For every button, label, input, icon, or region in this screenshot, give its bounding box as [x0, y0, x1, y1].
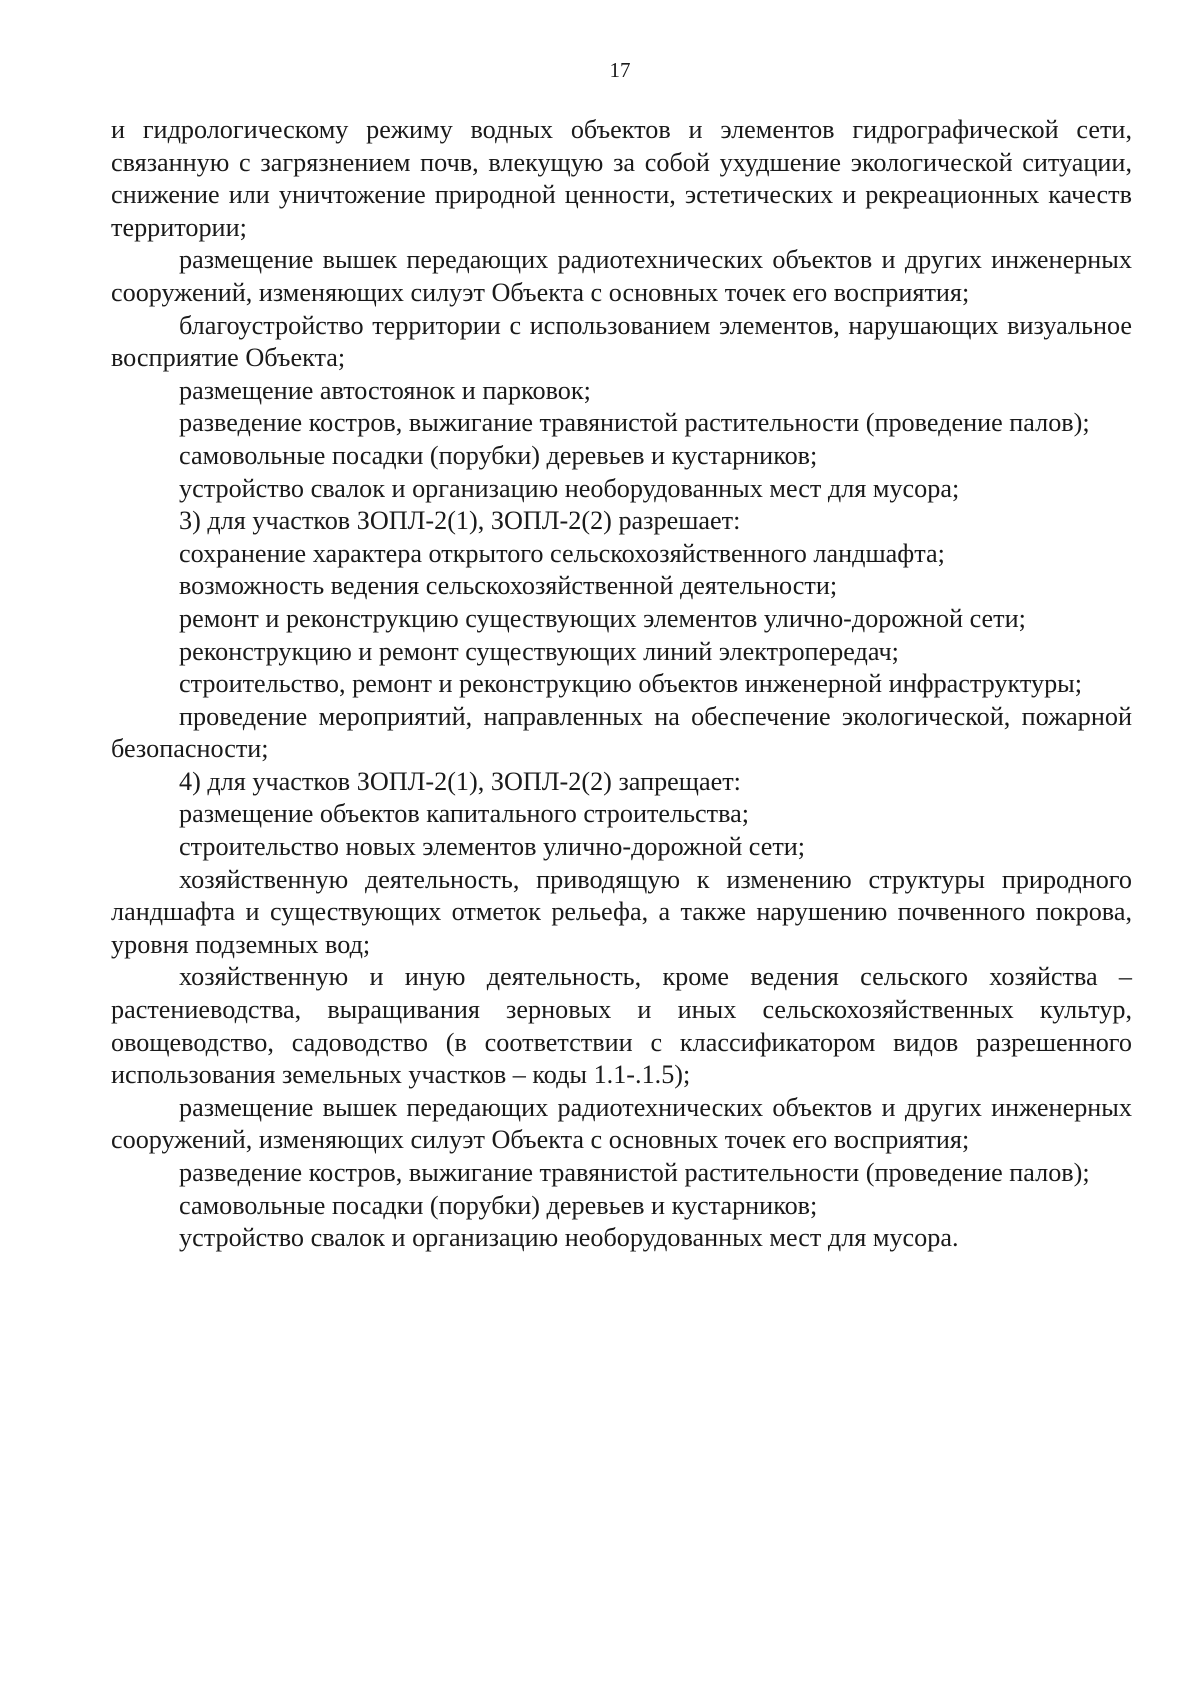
- paragraph: ремонт и реконструкцию существующих элементов улично-дорожной сети;: [179, 603, 1026, 633]
- paragraph: размещение автостоянок и парковок;: [179, 375, 591, 405]
- paragraph: размещение вышек передающих радиотехнических объектов и других инженерных сооружений, изменяющих силуэт Объекта с основных точек его восприятия;: [111, 1092, 1132, 1155]
- paragraph: хозяйственную деятельность, приводящую к изменению структуры природного ландшафта и существующих отметок рельефа, а также нарушению почвенного покрова, уровня подземных вод;: [111, 864, 1132, 959]
- paragraph: строительство новых элементов улично-дорожной сети;: [179, 832, 806, 862]
- paragraph: размещение объектов капитального строительства;: [179, 799, 750, 829]
- paragraph: сохранение характера открытого сельскохозяйственного ландшафта;: [179, 538, 945, 568]
- paragraph: благоустройство территории с использованием элементов, нарушающих визуальное восприятие Объекта;: [111, 310, 1132, 373]
- body-text: [111, 114, 1132, 1255]
- paragraph: размещение вышек передающих радиотехнических объектов и других инженерных сооружений, изменяющих силуэт Объекта с основных точек его восприятия;: [111, 245, 1132, 307]
- paragraph: строительство, ремонт и реконструкцию объектов инженерной инфраструктуры;: [179, 669, 1083, 699]
- page-number: 17: [609, 58, 631, 82]
- section-heading-3: 3) для участков ЗОПЛ-2(1), ЗОПЛ-2(2) разрешает:: [179, 506, 741, 536]
- paragraph: самовольные посадки (порубки) деревьев и кустарников;: [179, 440, 818, 470]
- paragraph: разведение костров, выжигание травянистой растительности (проведение палов);: [179, 408, 1090, 438]
- paragraph: самовольные посадки (порубки) деревьев и кустарников;: [179, 1190, 818, 1220]
- paragraph: проведение мероприятий, направленных на обеспечение экологической, пожарной безопасности;: [111, 701, 1132, 764]
- paragraph: устройство свалок и организацию необорудованных мест для мусора;: [179, 473, 960, 503]
- paragraph: устройство свалок и организацию необорудованных мест для мусора.: [179, 1223, 959, 1253]
- paragraph: разведение костров, выжигание травянистой растительности (проведение палов);: [179, 1158, 1090, 1187]
- paragraph: возможность ведения сельскохозяйственной деятельности;: [179, 571, 838, 601]
- paragraph: хозяйственную и иную деятельность, кроме ведения сельского хозяйства – растениеводства, выращивания зерновых и иных сельскохозяйственных культур, овощеводство, садоводство (в соответствии с классификатором видов разрешенного использования земельных участков – коды 1.1-.1.5);: [111, 962, 1132, 1090]
- paragraph: реконструкцию и ремонт существующих линий электропередач;: [179, 636, 899, 666]
- paragraph: и гидрологическому режиму водных объектов и элементов гидрографической сети, связанную с загрязнением почв, влекущую за собой ухудшение экологической ситуации, снижение или уничтожение природной ценности, эстетических и рекреационных качеств территории;: [111, 115, 1132, 242]
- section-heading-4: 4) для участков ЗОПЛ-2(1), ЗОПЛ-2(2) запрещает:: [179, 766, 741, 796]
